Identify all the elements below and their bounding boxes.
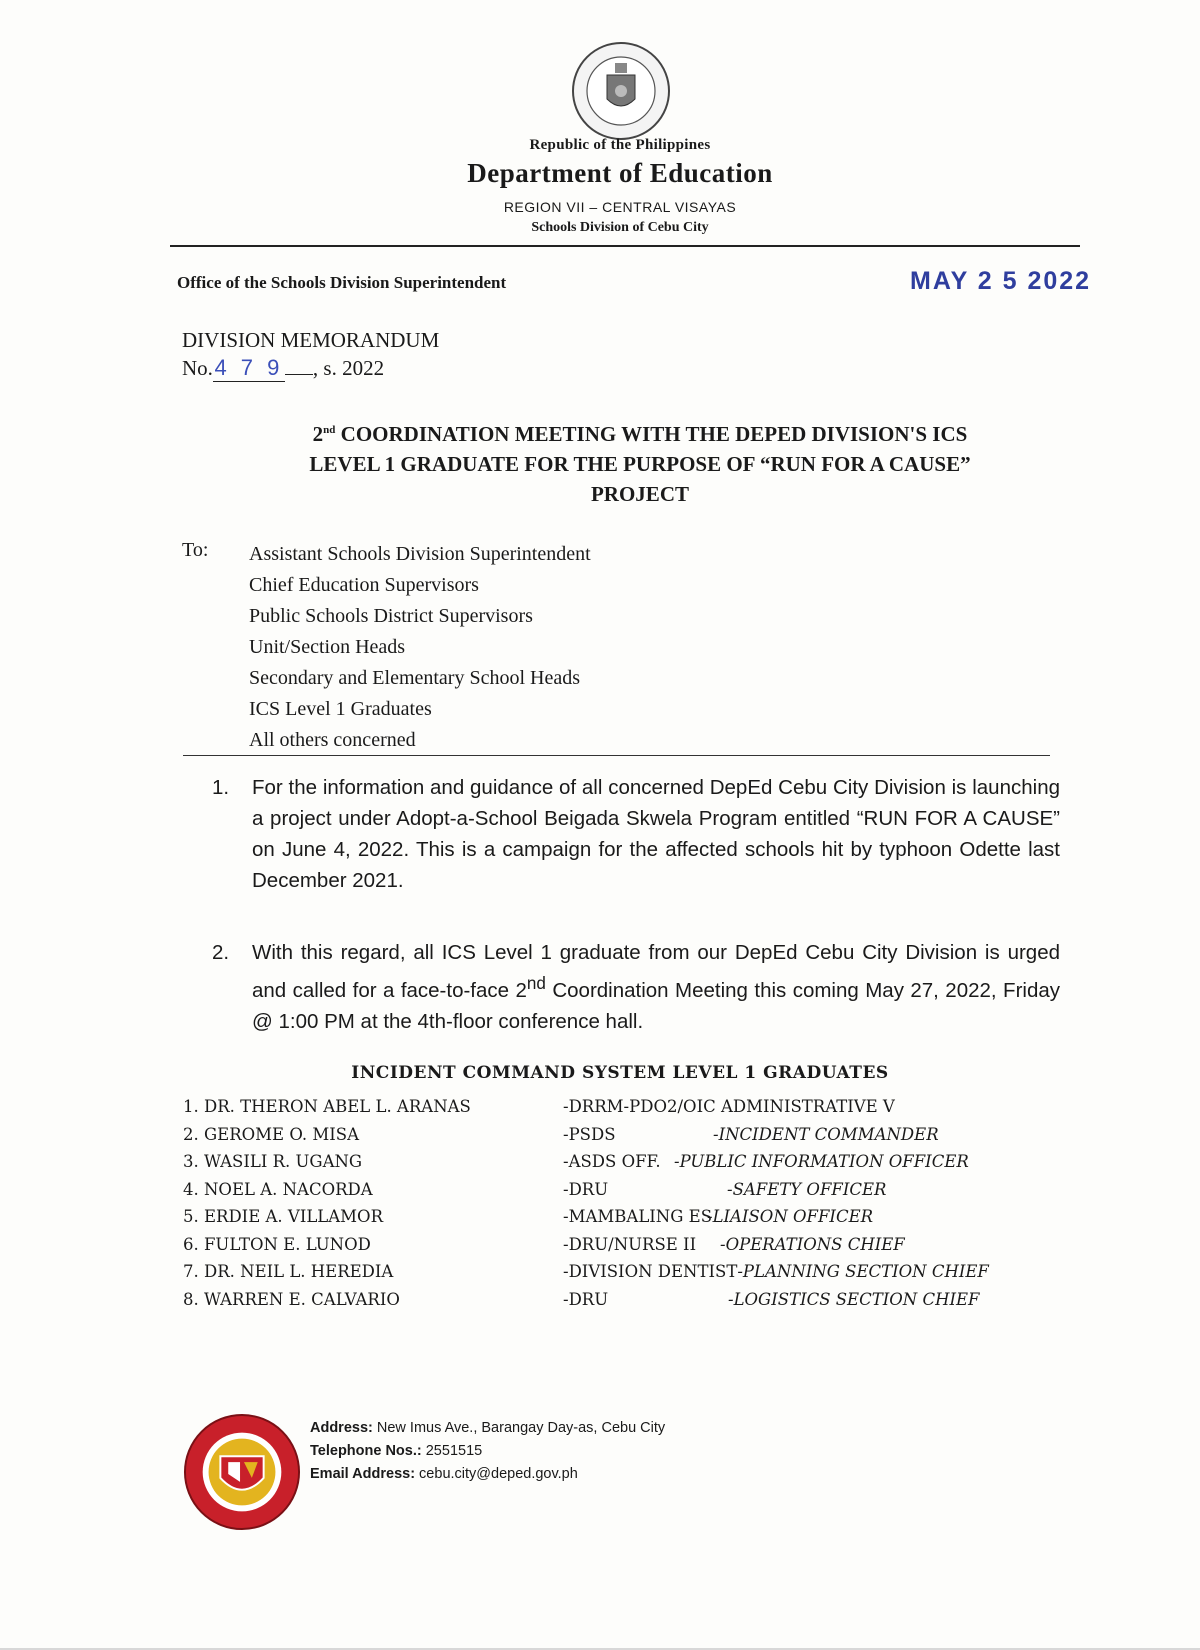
recipient-item: Secondary and Elementary School Heads <box>249 667 581 689</box>
footer-phone-label: Telephone Nos.: <box>310 1443 422 1459</box>
paragraph-text <box>212 937 1060 1037</box>
deped-seal-logo <box>571 41 671 141</box>
ics-member-name: 7. DR. NEIL L. HEREDIA <box>183 1262 394 1281</box>
division-heading: Schools Division of Cebu City <box>531 220 709 235</box>
recipient-divider <box>183 755 1050 756</box>
memo-no-prefix: No. <box>182 356 213 380</box>
ics-roster <box>183 1097 1083 1317</box>
ics-member-role: -PLANNING SECTION CHIEF <box>737 1262 989 1281</box>
memo-number-line <box>182 355 384 382</box>
ics-member-role: -INCIDENT COMMANDER <box>713 1124 939 1144</box>
footer-email-label: Email Address: <box>310 1466 416 1482</box>
ics-heading: INCIDENT COMMAND SYSTEM LEVEL 1 GRADUATES <box>351 1063 889 1083</box>
paragraph-1 <box>212 772 1060 896</box>
ics-member-row <box>183 1152 1083 1180</box>
memo-title-line: 2nd COORDINATION MEETING WITH THE DEPED DIVISION'S ICS <box>312 422 968 446</box>
memo-number-blank <box>285 358 313 375</box>
recipient-item: All others concerned <box>249 729 416 751</box>
header-divider <box>170 245 1080 247</box>
ics-member-name: 3. WASILI R. UGANG <box>183 1152 363 1171</box>
superscript: nd <box>526 974 546 993</box>
memo-title <box>200 415 1080 509</box>
footer-email <box>310 1463 665 1486</box>
footer-address <box>310 1417 665 1440</box>
memo-label: DIVISION MEMORANDUM <box>182 328 440 352</box>
ics-member-row <box>183 1207 1083 1235</box>
paragraph-text: For the information and guidance of all concerned DepEd Cebu City Division is launching a project under Adopt-a-School Beigada Skwela Program entitled “RUN FOR A CAUSE” on June 4, 2022. This is a campaign for the affected schools hit by typhoon Odette last December 2021. <box>252 776 1060 892</box>
memo-title-line: PROJECT <box>590 482 689 506</box>
ics-member-row <box>183 1235 1083 1263</box>
ics-member-role: -LOGISTICS SECTION CHIEF <box>728 1289 980 1309</box>
ics-member-name: 4. NOEL A. NACORDA <box>183 1179 373 1199</box>
ics-member-row <box>183 1290 1083 1318</box>
ics-member-position: -DRU/NURSE II <box>563 1234 697 1254</box>
ics-member-position: -PSDS <box>563 1124 616 1144</box>
ics-member-position: -DIVISION DENTIST-PLANNING SECTION CHIEF <box>563 1262 989 1281</box>
paragraph-text-part: Coordination Meeting this coming May 27, 2022, Friday @ 1:00 PM at the 4th-floor conference hall. <box>252 978 1060 1033</box>
department-heading: Department of Education <box>467 158 773 188</box>
memo-title-line: LEVEL 1 GRADUATE FOR THE PURPOSE OF “RUN FOR A CAUSE” <box>309 452 971 476</box>
paragraph-text-part: With this regard, all ICS Level 1 graduate from our DepEd Cebu City Division is urged and called for a face-to-face 2 <box>252 941 1060 1002</box>
recipient-item: Assistant Schools Division Superintendent <box>249 543 591 565</box>
superscript: nd <box>323 424 336 436</box>
ics-member-row <box>183 1180 1083 1208</box>
recipient-item: Chief Education Supervisors <box>249 574 479 596</box>
ics-member-position: -MAMBALING ES <box>563 1207 713 1226</box>
republic-heading: Republic of the Philippines <box>529 137 711 153</box>
memo-series: , s. 2022 <box>312 356 385 380</box>
ics-member-role: -OPERATIONS CHIEF <box>720 1234 905 1254</box>
division-seal-logo <box>183 1413 301 1531</box>
recipient-item: ICS Level 1 Graduates <box>249 698 432 720</box>
date-stamp: MAY 2 5 2022 <box>910 267 1092 295</box>
ics-member-role: -LIAISON OFFICER <box>707 1207 874 1226</box>
ics-member-name: 6. FULTON E. LUNOD <box>183 1234 371 1254</box>
footer-phone <box>310 1440 665 1463</box>
footer-phone-value: 2551515 <box>421 1443 483 1459</box>
to-label: To: <box>182 539 209 561</box>
ics-member-row <box>183 1097 1083 1125</box>
footer-address-value: New Imus Ave., Barangay Day-as, Cebu City <box>372 1420 666 1436</box>
ics-member-row <box>183 1262 1083 1290</box>
ics-member-name: 5. ERDIE A. VILLAMOR <box>183 1207 384 1226</box>
ics-member-position: -DRU <box>563 1289 609 1309</box>
footer-contact <box>310 1417 665 1486</box>
ics-member-row <box>183 1125 1083 1153</box>
footer-address-label: Address: <box>310 1420 373 1436</box>
ics-member-role: -SAFETY OFFICER <box>727 1179 887 1199</box>
memo-number-handwritten: 4 7 9 <box>214 355 284 380</box>
region-heading: REGION VII – CENTRAL VISAYAS <box>503 199 737 215</box>
recipient-list <box>249 539 591 756</box>
ics-member-name: 1. DR. THERON ABEL L. ARANAS <box>183 1097 471 1116</box>
recipient-item: Unit/Section Heads <box>249 636 406 658</box>
ics-member-position: -ASDS OFF. <box>563 1152 661 1171</box>
paragraph-number: 2. <box>212 941 230 964</box>
paragraph-2 <box>212 937 1060 1037</box>
ics-member-position: -DRRM-PDO2/OIC ADMINISTRATIVE V <box>563 1097 895 1116</box>
footer-email-value: cebu.city@deped.gov.ph <box>415 1466 578 1482</box>
paragraph-number: 1. <box>212 776 230 799</box>
ics-member-name: 2. GEROME O. MISA <box>183 1124 360 1144</box>
recipient-item: Public Schools District Supervisors <box>249 605 533 627</box>
ics-member-position: -DRU <box>563 1179 609 1199</box>
ics-member-name: 8. WARREN E. CALVARIO <box>183 1289 400 1309</box>
ics-member-role: -PUBLIC INFORMATION OFFICER <box>674 1152 969 1171</box>
office-label: Office of the Schools Division Superintendent <box>177 273 507 292</box>
